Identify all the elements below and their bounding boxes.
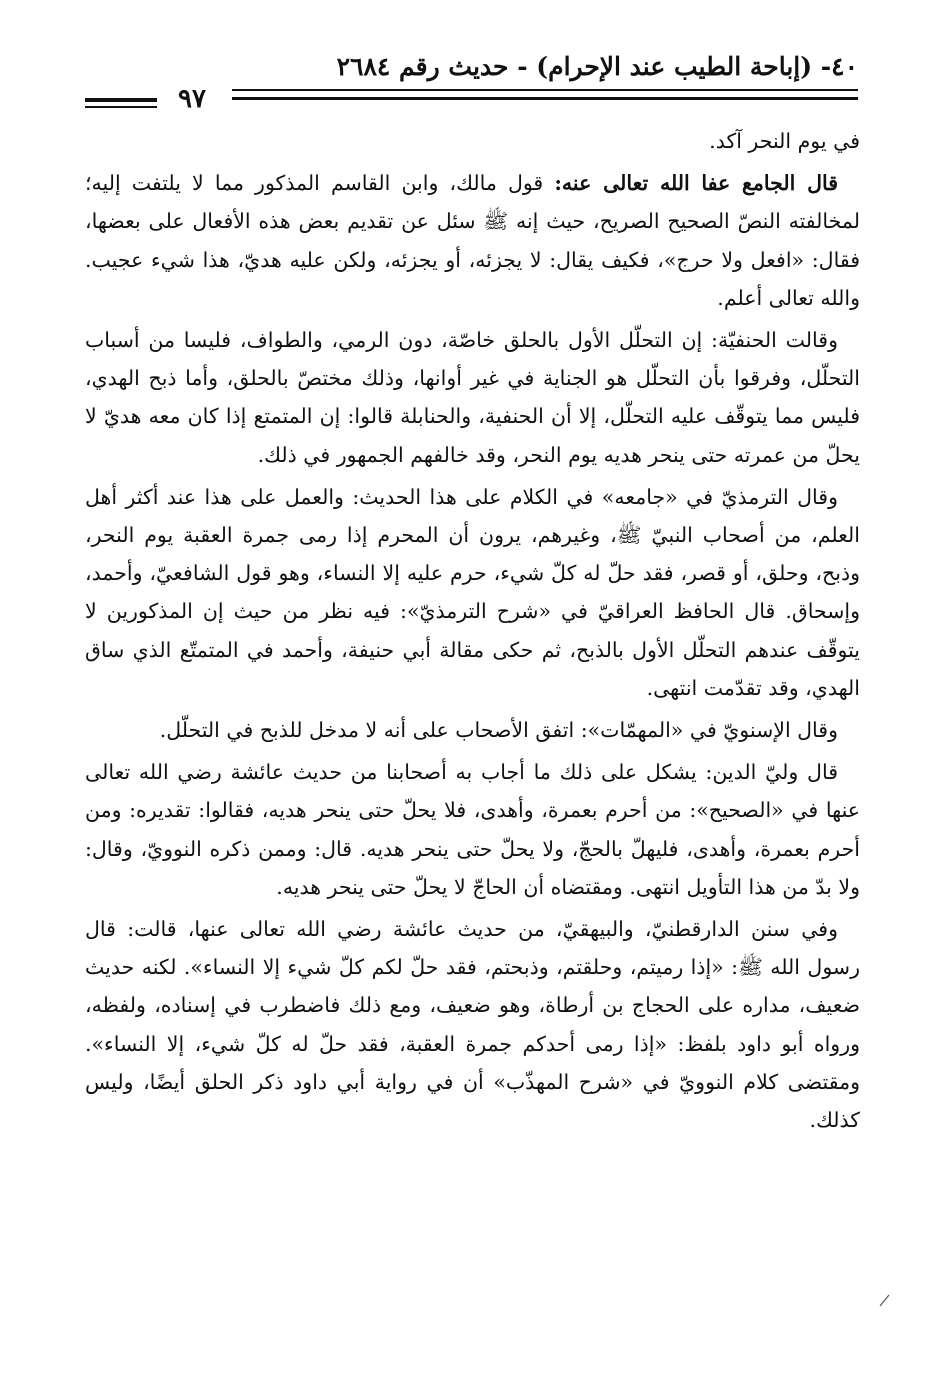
paragraph-lead: قال الجامع عفا الله تعالى عنه: (554, 171, 839, 196)
paragraph-text: قول مالك، وابن القاسم المذكور مما لا يلتفت إليه؛ لمخالفته النصّ الصحيح الصريح، حيث إنه ﷺ سئل عن تقديم بعض هذه الأفعال على بعضها، فقال: «افعل ولا حرج»، فكيف يقال: لا يجزئه، أو يجزئه، ولكن عليه هديّ، هذا شيء عجيب. والله تعالى أعلم. (85, 171, 860, 310)
header-rule-top (232, 89, 858, 91)
paragraph (85, 753, 860, 906)
paragraph (85, 321, 860, 474)
body-text (85, 122, 860, 1143)
paragraph-text: وقال الترمذيّ في «جامعه» في الكلام على هذا الحديث: والعمل على هذا عند أكثر أهل العلم، من أصحاب النبيّ ﷺ، وغيرهم، يرون أن المحرم إذا رمى جمرة العقبة يوم النحر، وذبح، وحلق، أو قصر، فقد حلّ له كلّ شيء، حرم عليه إلا النساء، وهو قول الشافعيّ، وأحمد، وإسحاق. قال الحافظ العراقيّ في «شرح الترمذيّ»: فيه نظر من حيث إن المذكورين لا يتوقّف عندهم التحلّل الأول بالذبح، ثم حكى مقالة أبي حنيفة، وأحمد في المتمتّع الذي ساق الهدي، وقد تقدّمت انتهى. (85, 484, 860, 700)
page-number-rule-top (85, 98, 157, 102)
header-rule-bottom (232, 97, 858, 100)
page-number-rule-bottom (85, 106, 157, 108)
running-header: ٤٠- (إباحة الطيب عند الإحرام) - حديث رقم ٢٦٨٤ (336, 52, 858, 81)
paragraph-text: قال وليّ الدين: يشكل على ذلك ما أجاب به أصحابنا من حديث عائشة رضي الله تعالى عنها في «الصحيح»: من أحرم بعمرة، وأهدى، فلا يحلّ حتى ينحر هديه، فقالوا: تقديره: ومن أحرم بعمرة، وأهدى، فليهلّ بالحجّ، ولا يحلّ حتى ينحر هديه. قال: وممن ذكره النوويّ، وقال: ولا بدّ من هذا التأويل انتهى. ومقتضاه أن الحاجّ لا يحلّ حتى ينحر هديه. (85, 760, 860, 899)
paragraph-text: وفي سنن الدارقطنيّ، والبيهقيّ، من حديث عائشة رضي الله تعالى عنها، قالت: قال رسول الله ﷺ: «إذا رميتم، وحلقتم، وذبحتم، فقد حلّ لكم كلّ شيء إلا النساء». لكنه حديث ضعيف، مداره على الحجاج بن أرطاة، وهو ضعيف، ومع ذلك فاضطرب في إسناده، ولفظه، ورواه أبو داود بلفظ: «إذا رمى أحدكم جمرة العقبة، فقد حلّ له كلّ شيء، إلا النساء». ومقتضى كلام النوويّ في «شرح المهذّب» أن في رواية أبي داود ذكر الحلق أيضًا، وليس كذلك. (85, 917, 860, 1133)
paragraph (85, 711, 860, 749)
page-number: ٩٧ (178, 84, 206, 114)
paragraph (85, 910, 860, 1139)
paragraph (85, 122, 860, 160)
paragraph-text: في يوم النحر آكد. (709, 129, 860, 153)
paragraph-text: وقالت الحنفيّة: إن التحلّل الأول بالحلق خاصّة، دون الرمي، والطواف، فليسا من أسباب التحلّل، وفرقوا بأن التحلّل هو الجناية في غير أوانها، وذلك مختصّ بالحلق، وأما ذبح الهدي، فليس مما يتوقّف عليه التحلّل، إلا أن الحنفية، والحنابلة قالوا: إن المتمتع إذا كان معه هديّ لا يحلّ من عمرته حتى ينحر هديه يوم النحر، وقد خالفهم الجمهور في ذلك. (85, 328, 860, 467)
margin-stroke (878, 1292, 892, 1311)
paragraph (85, 164, 860, 317)
paragraph (85, 478, 860, 707)
paragraph-text: وقال الإسنويّ في «المهمّات»: اتفق الأصحاب على أنه لا مدخل للذبح في التحلّل. (159, 718, 838, 743)
